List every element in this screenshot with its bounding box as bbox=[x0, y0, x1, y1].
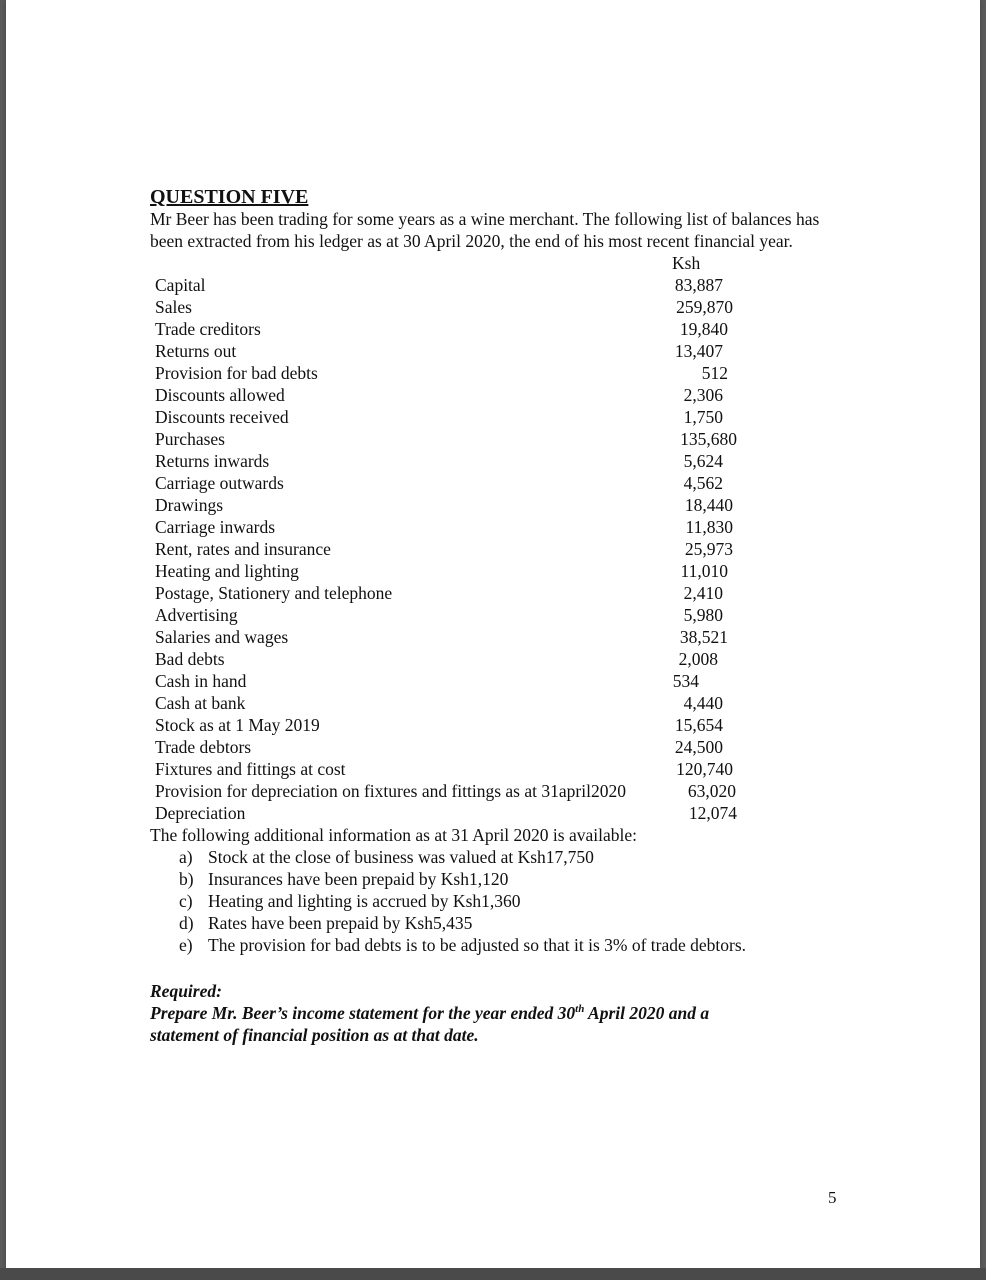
additional-info-item bbox=[179, 868, 830, 890]
ledger-row bbox=[150, 670, 830, 692]
ledger-amount: 18,440 bbox=[684, 495, 733, 515]
question-title: QUESTION FIVE bbox=[150, 186, 309, 208]
ledger-amount: 38,521 bbox=[679, 627, 728, 647]
document-page bbox=[6, 0, 980, 1268]
ledger-row bbox=[150, 538, 830, 560]
list-marker: c) bbox=[179, 891, 193, 911]
ledger-row bbox=[150, 626, 830, 648]
ledger-amount: 24,500 bbox=[674, 737, 723, 757]
ordinal-suffix: th bbox=[575, 1003, 585, 1016]
ledger-amount: 19,840 bbox=[679, 319, 728, 339]
ledger-amount: 1,750 bbox=[683, 407, 723, 427]
ledger-account-name: Carriage inwards bbox=[155, 517, 276, 537]
ledger-account-name: Returns inwards bbox=[155, 451, 270, 471]
required-line-1-end: April 2020 and a bbox=[584, 1003, 710, 1023]
list-item-text: Insurances have been prepaid by Ksh1,120 bbox=[208, 869, 509, 889]
ledger-account-name: Fixtures and fittings at cost bbox=[155, 759, 346, 779]
list-marker: b) bbox=[179, 869, 194, 889]
ledger-row bbox=[150, 472, 830, 494]
additional-info-item bbox=[179, 890, 830, 912]
ledger-account-name: Provision for bad debts bbox=[155, 363, 318, 383]
ledger-amount: 2,410 bbox=[683, 583, 723, 603]
required-line-2: statement of financial position as at that date. bbox=[150, 1025, 479, 1045]
ledger-account-name: Trade creditors bbox=[155, 319, 261, 339]
ledger-account-name: Purchases bbox=[155, 429, 225, 449]
ledger-account-name: Cash at bank bbox=[155, 693, 246, 713]
ledger-amount: 63,020 bbox=[687, 781, 736, 801]
ledger-amount: 83,887 bbox=[674, 275, 723, 295]
ledger-account-name: Returns out bbox=[155, 341, 237, 361]
ledger-amount: 11,010 bbox=[680, 561, 728, 581]
ledger-row bbox=[150, 494, 830, 516]
ledger-account-name: Depreciation bbox=[155, 803, 246, 823]
ledger-amount: 512 bbox=[701, 363, 728, 383]
additional-info-intro: The following additional information as at 31 April 2020 is available: bbox=[150, 825, 637, 845]
ledger-account-name: Provision for depreciation on fixtures and fittings as at 31april2020 bbox=[155, 781, 626, 801]
ledger-row bbox=[150, 560, 830, 582]
ledger-row bbox=[150, 648, 830, 670]
ledger-amount: 259,870 bbox=[676, 297, 733, 317]
ledger-row bbox=[150, 736, 830, 758]
ledger-header-row bbox=[150, 252, 830, 274]
ledger-account-name: Stock as at 1 May 2019 bbox=[155, 715, 320, 735]
ledger-row bbox=[150, 692, 830, 714]
ledger-row bbox=[150, 274, 830, 296]
ledger-amount: 4,562 bbox=[683, 473, 723, 493]
additional-info-list bbox=[150, 846, 830, 956]
ledger-row bbox=[150, 384, 830, 406]
ledger-row bbox=[150, 780, 830, 802]
ledger-amount: 135,680 bbox=[680, 429, 737, 449]
list-marker: e) bbox=[179, 935, 193, 955]
ledger-row bbox=[150, 582, 830, 604]
ledger-balances bbox=[150, 252, 830, 824]
ledger-amount: 11,830 bbox=[685, 517, 733, 537]
ledger-amount: 534 bbox=[672, 671, 699, 691]
ledger-account-name: Discounts received bbox=[155, 407, 289, 427]
viewer-bottom-bar bbox=[0, 1268, 986, 1280]
list-item-text: Heating and lighting is accrued by Ksh1,360 bbox=[208, 891, 521, 911]
currency-header: Ksh bbox=[672, 253, 701, 273]
ledger-row bbox=[150, 516, 830, 538]
ledger-row bbox=[150, 318, 830, 340]
ledger-account-name: Trade debtors bbox=[155, 737, 252, 757]
ledger-amount: 25,973 bbox=[684, 539, 733, 559]
ledger-account-name: Discounts allowed bbox=[155, 385, 285, 405]
page-number: 5 bbox=[828, 1188, 837, 1207]
ledger-account-name: Postage, Stationery and telephone bbox=[155, 583, 393, 603]
ledger-account-name: Heating and lighting bbox=[155, 561, 299, 581]
ledger-amount: 12,074 bbox=[688, 803, 737, 823]
list-item-text: The provision for bad debts is to be adjusted so that it is 3% of trade debtors. bbox=[208, 935, 747, 955]
additional-info-item bbox=[179, 934, 830, 956]
ledger-row bbox=[150, 340, 830, 362]
question-content bbox=[150, 186, 830, 1046]
additional-info-item bbox=[179, 912, 830, 934]
required-section bbox=[150, 980, 830, 1046]
ledger-row bbox=[150, 296, 830, 318]
ledger-account-name: Advertising bbox=[155, 605, 238, 625]
ledger-row bbox=[150, 428, 830, 450]
ledger-account-name: Rent, rates and insurance bbox=[155, 539, 331, 559]
list-item-text: Rates have been prepaid by Ksh5,435 bbox=[208, 913, 473, 933]
ledger-account-name: Bad debts bbox=[155, 649, 225, 669]
ledger-row bbox=[150, 802, 830, 824]
required-line-1-text: Prepare Mr. Beer’s income statement for the year ended 30 bbox=[150, 1003, 576, 1023]
ledger-amount: 2,008 bbox=[678, 649, 718, 669]
ledger-row bbox=[150, 714, 830, 736]
ledger-account-name: Salaries and wages bbox=[155, 627, 289, 647]
question-intro: Mr Beer has been trading for some years as a wine merchant. The following list of balances has been extracted from his ledger as at 30 April 2020, the end of his most recent financial year. bbox=[150, 209, 820, 251]
required-line-1 bbox=[150, 1002, 830, 1024]
ledger-row bbox=[150, 362, 830, 384]
ledger-amount: 2,306 bbox=[683, 385, 723, 405]
additional-info-item bbox=[179, 846, 830, 868]
ledger-row bbox=[150, 604, 830, 626]
ledger-amount: 120,740 bbox=[676, 759, 733, 779]
ledger-account-name: Carriage outwards bbox=[155, 473, 284, 493]
ledger-rows bbox=[150, 274, 830, 824]
ledger-amount: 4,440 bbox=[683, 693, 723, 713]
list-marker: d) bbox=[179, 913, 194, 933]
list-item-text: Stock at the close of business was valued at Ksh17,750 bbox=[208, 847, 594, 867]
ledger-amount: 5,980 bbox=[683, 605, 723, 625]
ledger-amount: 13,407 bbox=[674, 341, 723, 361]
ledger-account-name: Sales bbox=[155, 297, 192, 317]
required-heading: Required: bbox=[150, 981, 222, 1001]
ledger-account-name: Capital bbox=[155, 275, 206, 295]
list-marker: a) bbox=[179, 847, 193, 867]
ledger-row bbox=[150, 758, 830, 780]
ledger-amount: 15,654 bbox=[674, 715, 723, 735]
ledger-row bbox=[150, 406, 830, 428]
ledger-amount: 5,624 bbox=[683, 451, 723, 471]
ledger-account-name: Drawings bbox=[155, 495, 224, 515]
ledger-row bbox=[150, 450, 830, 472]
ledger-account-name: Cash in hand bbox=[155, 671, 247, 691]
